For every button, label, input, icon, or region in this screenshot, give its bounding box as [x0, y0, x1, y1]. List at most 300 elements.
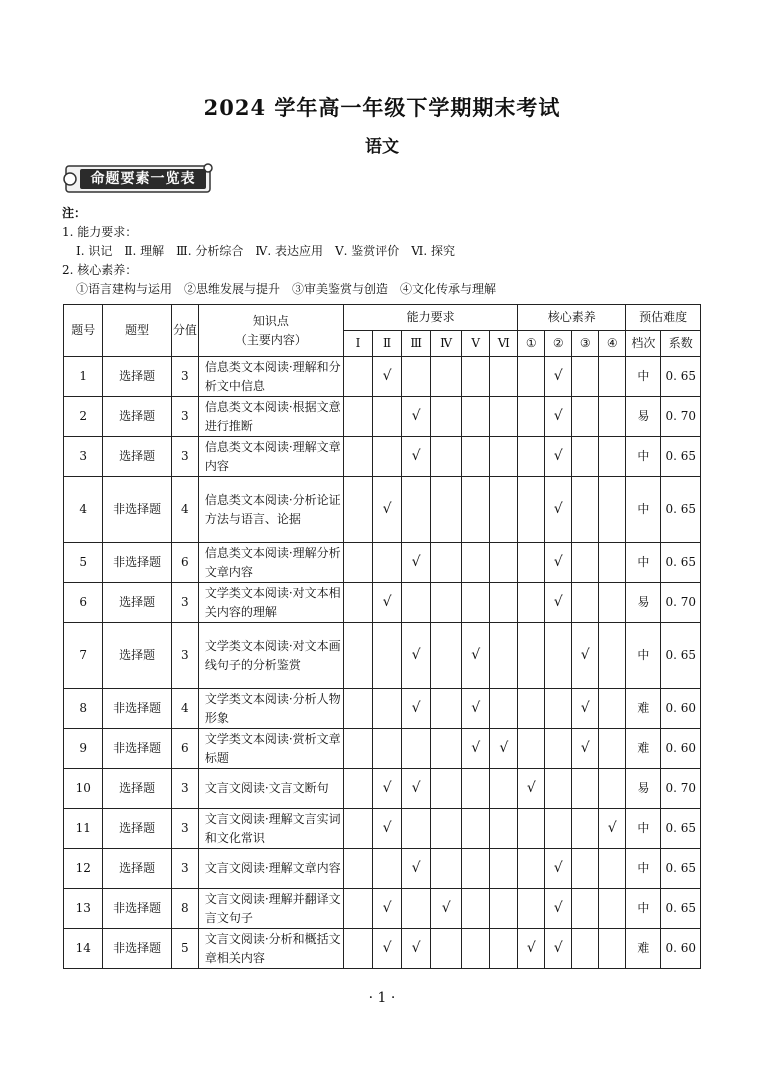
cell-literacy-1 [518, 437, 545, 477]
ability-items: Ⅰ. 识记 Ⅱ. 理解 Ⅲ. 分析综合 Ⅳ. 表达应用 Ⅴ. 鉴赏评价 Ⅵ. 探究 [76, 244, 455, 258]
cell-ability-4 [431, 583, 462, 623]
cell-level: 中 [626, 437, 661, 477]
cell-score: 3 [171, 583, 198, 623]
table-row [64, 437, 701, 477]
header-num: 题号 [64, 305, 103, 357]
cell-literacy-1 [518, 543, 545, 583]
header-ability-col: Ⅵ [490, 331, 518, 357]
literacy-heading: 2. 核心素养： [62, 263, 138, 277]
cell-ability-2 [373, 769, 402, 809]
cell-literacy-4 [599, 809, 626, 849]
cell-literacy-1 [518, 689, 545, 729]
cell-type: 选择题 [103, 437, 171, 477]
cell-ability-3 [402, 849, 431, 889]
cell-ability-1 [344, 929, 373, 969]
cell-num: 13 [64, 889, 103, 929]
cell-num: 10 [64, 769, 103, 809]
header-ability-col: Ⅳ [431, 331, 462, 357]
cell-ability-6 [490, 849, 518, 889]
cell-ability-3 [402, 397, 431, 437]
cell-literacy-4 [599, 583, 626, 623]
check-mark-icon: √ [553, 554, 563, 570]
check-mark-icon: √ [580, 740, 590, 756]
table-row [64, 929, 701, 969]
cell-ability-2 [373, 929, 402, 969]
check-mark-icon: √ [499, 740, 509, 756]
section-banner [62, 162, 214, 196]
cell-type: 选择题 [103, 769, 171, 809]
table-row [64, 809, 701, 849]
header-literacy-col: ① [518, 331, 545, 357]
cell-ability-1 [344, 357, 373, 397]
cell-level: 易 [626, 769, 661, 809]
cell-ability-4 [431, 397, 462, 437]
cell-level: 难 [626, 689, 661, 729]
cell-ability-1 [344, 889, 373, 929]
cell-type: 选择题 [103, 583, 171, 623]
cell-literacy-3 [572, 929, 599, 969]
check-mark-icon: √ [526, 940, 536, 956]
cell-type: 选择题 [103, 397, 171, 437]
notes-section [62, 204, 712, 299]
check-mark-icon: √ [411, 940, 421, 956]
cell-literacy-3 [572, 849, 599, 889]
cell-literacy-2 [545, 583, 572, 623]
cell-num: 9 [64, 729, 103, 769]
cell-num: 7 [64, 623, 103, 689]
cell-ability-6 [490, 357, 518, 397]
cell-literacy-2 [545, 769, 572, 809]
cell-coef: 0. 70 [661, 397, 701, 437]
cell-ability-5 [462, 769, 490, 809]
cell-literacy-2 [545, 849, 572, 889]
header-topic-line1: 知识点 [252, 313, 289, 328]
cell-literacy-4 [599, 397, 626, 437]
subject-title: 语文 [365, 137, 399, 157]
cell-ability-6 [490, 929, 518, 969]
cell-literacy-4 [599, 769, 626, 809]
cell-topic: 文言文阅读·文言文断句 [198, 769, 343, 809]
check-mark-icon: √ [526, 780, 536, 796]
cell-literacy-4 [599, 729, 626, 769]
cell-literacy-3 [572, 689, 599, 729]
cell-literacy-1 [518, 889, 545, 929]
cell-ability-1 [344, 543, 373, 583]
cell-num: 2 [64, 397, 103, 437]
cell-ability-3 [402, 437, 431, 477]
cell-num: 4 [64, 477, 103, 543]
cell-coef: 0. 70 [661, 583, 701, 623]
cell-literacy-3 [572, 769, 599, 809]
cell-ability-6 [490, 397, 518, 437]
table-row [64, 729, 701, 769]
cell-ability-2 [373, 437, 402, 477]
cell-literacy-1 [518, 477, 545, 543]
cell-type: 选择题 [103, 623, 171, 689]
check-mark-icon: √ [580, 700, 590, 716]
cell-ability-6 [490, 689, 518, 729]
cell-literacy-2 [545, 397, 572, 437]
cell-ability-1 [344, 849, 373, 889]
cell-literacy-3 [572, 397, 599, 437]
header-ability-col: Ⅰ [344, 331, 373, 357]
cell-ability-3 [402, 809, 431, 849]
cell-num: 12 [64, 849, 103, 889]
cell-coef: 0. 65 [661, 437, 701, 477]
cell-type: 选择题 [103, 849, 171, 889]
cell-level: 中 [626, 849, 661, 889]
cell-literacy-3 [572, 357, 599, 397]
check-mark-icon: √ [382, 594, 392, 610]
cell-ability-3 [402, 929, 431, 969]
cell-ability-4 [431, 477, 462, 543]
table-row [64, 769, 701, 809]
cell-ability-4 [431, 889, 462, 929]
cell-coef: 0. 65 [661, 357, 701, 397]
cell-ability-2 [373, 809, 402, 849]
check-mark-icon: √ [553, 501, 563, 517]
cell-ability-6 [490, 809, 518, 849]
header-ability-col: Ⅴ [462, 331, 490, 357]
cell-ability-4 [431, 689, 462, 729]
cell-literacy-2 [545, 809, 572, 849]
cell-score: 3 [171, 849, 198, 889]
cell-ability-4 [431, 543, 462, 583]
cell-ability-6 [490, 889, 518, 929]
table-row [64, 689, 701, 729]
cell-score: 4 [171, 477, 198, 543]
table-row [64, 889, 701, 929]
header-topic [198, 305, 343, 357]
cell-level: 易 [626, 583, 661, 623]
cell-ability-5 [462, 889, 490, 929]
cell-coef: 0. 65 [661, 849, 701, 889]
check-mark-icon: √ [553, 860, 563, 876]
cell-ability-5 [462, 543, 490, 583]
cell-topic: 信息类文本阅读·理解文章内容 [198, 437, 343, 477]
cell-ability-5 [462, 929, 490, 969]
cell-literacy-2 [545, 357, 572, 397]
cell-topic: 文言文阅读·分析和概括文章相关内容 [198, 929, 343, 969]
cell-ability-6 [490, 543, 518, 583]
cell-num: 1 [64, 357, 103, 397]
check-mark-icon: √ [553, 900, 563, 916]
cell-ability-1 [344, 689, 373, 729]
header-ability: 能力要求 [344, 305, 518, 331]
cell-ability-5 [462, 689, 490, 729]
check-mark-icon: √ [411, 780, 421, 796]
cell-literacy-2 [545, 437, 572, 477]
cell-ability-6 [490, 623, 518, 689]
check-mark-icon: √ [553, 594, 563, 610]
header-literacy-col: ② [545, 331, 572, 357]
cell-ability-5 [462, 729, 490, 769]
cell-literacy-3 [572, 729, 599, 769]
header-topic-line2: （主要内容） [234, 332, 307, 347]
cell-ability-6 [490, 583, 518, 623]
cell-score: 3 [171, 769, 198, 809]
table-row [64, 397, 701, 437]
cell-ability-4 [431, 769, 462, 809]
cell-score: 3 [171, 357, 198, 397]
cell-ability-3 [402, 689, 431, 729]
cell-num: 6 [64, 583, 103, 623]
table-row [64, 623, 701, 689]
header-ability-col: Ⅲ [402, 331, 431, 357]
cell-ability-4 [431, 357, 462, 397]
cell-literacy-1 [518, 357, 545, 397]
cell-ability-3 [402, 543, 431, 583]
cell-coef: 0. 70 [661, 769, 701, 809]
cell-topic: 文言文阅读·理解文言实词和文化常识 [198, 809, 343, 849]
cell-literacy-1 [518, 929, 545, 969]
cell-literacy-3 [572, 437, 599, 477]
cell-ability-5 [462, 437, 490, 477]
cell-ability-2 [373, 623, 402, 689]
cell-score: 5 [171, 929, 198, 969]
cell-topic: 信息类文本阅读·理解和分析文中信息 [198, 357, 343, 397]
cell-score: 3 [171, 623, 198, 689]
cell-level: 中 [626, 477, 661, 543]
check-mark-icon: √ [553, 940, 563, 956]
cell-literacy-4 [599, 623, 626, 689]
header-type: 题型 [103, 305, 171, 357]
cell-type: 选择题 [103, 357, 171, 397]
cell-ability-5 [462, 849, 490, 889]
cell-type: 非选择题 [103, 477, 171, 543]
cell-ability-4 [431, 623, 462, 689]
cell-ability-1 [344, 623, 373, 689]
cell-literacy-4 [599, 357, 626, 397]
cell-ability-4 [431, 437, 462, 477]
cell-ability-2 [373, 477, 402, 543]
cell-literacy-2 [545, 623, 572, 689]
check-mark-icon: √ [553, 448, 563, 464]
cell-ability-2 [373, 357, 402, 397]
cell-ability-4 [431, 849, 462, 889]
cell-ability-1 [344, 729, 373, 769]
cell-literacy-2 [545, 929, 572, 969]
cell-literacy-4 [599, 437, 626, 477]
cell-type: 非选择题 [103, 729, 171, 769]
header-difficulty: 预估难度 [626, 305, 701, 331]
cell-level: 中 [626, 623, 661, 689]
cell-score: 4 [171, 689, 198, 729]
cell-level: 中 [626, 809, 661, 849]
cell-coef: 0. 65 [661, 477, 701, 543]
check-mark-icon: √ [382, 820, 392, 836]
cell-ability-2 [373, 583, 402, 623]
cell-ability-6 [490, 729, 518, 769]
cell-level: 难 [626, 929, 661, 969]
notes-label: 注： [62, 206, 87, 220]
table-row [64, 477, 701, 543]
banner-label: 命题要素一览表 [80, 169, 206, 189]
cell-ability-2 [373, 689, 402, 729]
cell-ability-4 [431, 729, 462, 769]
cell-ability-3 [402, 889, 431, 929]
cell-ability-1 [344, 583, 373, 623]
cell-coef: 0. 65 [661, 809, 701, 849]
cell-coef: 0. 60 [661, 689, 701, 729]
cell-topic: 文学类文本阅读·对文本相关内容的理解 [198, 583, 343, 623]
check-mark-icon: √ [411, 554, 421, 570]
cell-topic: 信息类文本阅读·根据文意进行推断 [198, 397, 343, 437]
cell-literacy-4 [599, 929, 626, 969]
cell-score: 3 [171, 397, 198, 437]
check-mark-icon: √ [553, 408, 563, 424]
cell-type: 非选择题 [103, 543, 171, 583]
cell-score: 3 [171, 437, 198, 477]
ability-heading: 1. 能力要求： [62, 225, 138, 239]
cell-ability-4 [431, 809, 462, 849]
cell-num: 8 [64, 689, 103, 729]
cell-coef: 0. 65 [661, 889, 701, 929]
cell-ability-1 [344, 809, 373, 849]
cell-type: 非选择题 [103, 929, 171, 969]
cell-topic: 信息类文本阅读·分析论证方法与语言、论据 [198, 477, 343, 543]
header-score: 分值 [171, 305, 198, 357]
cell-literacy-2 [545, 889, 572, 929]
cell-ability-3 [402, 623, 431, 689]
check-mark-icon: √ [553, 368, 563, 384]
table-row [64, 583, 701, 623]
check-mark-icon: √ [607, 820, 617, 836]
cell-ability-3 [402, 729, 431, 769]
table-header [64, 305, 701, 357]
cell-literacy-3 [572, 583, 599, 623]
cell-type: 非选择题 [103, 889, 171, 929]
cell-literacy-2 [545, 477, 572, 543]
cell-literacy-2 [545, 689, 572, 729]
cell-literacy-1 [518, 729, 545, 769]
cell-ability-3 [402, 769, 431, 809]
cell-literacy-4 [599, 889, 626, 929]
cell-coef: 0. 65 [661, 543, 701, 583]
check-mark-icon: √ [382, 368, 392, 384]
cell-topic: 文学类文本阅读·对文本画线句子的分析鉴赏 [198, 623, 343, 689]
check-mark-icon: √ [441, 900, 451, 916]
cell-literacy-4 [599, 543, 626, 583]
page-number: · 1 · [368, 990, 396, 1006]
cell-ability-5 [462, 809, 490, 849]
table-row [64, 543, 701, 583]
literacy-items: ①语言建构与运用 ②思维发展与提升 ③审美鉴赏与创造 ④文化传承与理解 [76, 282, 497, 296]
cell-ability-3 [402, 357, 431, 397]
check-mark-icon: √ [471, 647, 481, 663]
check-mark-icon: √ [471, 700, 481, 716]
cell-ability-5 [462, 397, 490, 437]
check-mark-icon: √ [382, 940, 392, 956]
cell-type: 非选择题 [103, 689, 171, 729]
cell-score: 6 [171, 543, 198, 583]
header-literacy-col: ④ [599, 331, 626, 357]
check-mark-icon: √ [411, 408, 421, 424]
cell-literacy-1 [518, 809, 545, 849]
cell-topic: 文言文阅读·理解文章内容 [198, 849, 343, 889]
cell-ability-1 [344, 769, 373, 809]
cell-literacy-3 [572, 809, 599, 849]
header-ability-col: Ⅱ [373, 331, 402, 357]
table-body [64, 357, 701, 969]
cell-ability-5 [462, 583, 490, 623]
cell-score: 8 [171, 889, 198, 929]
cell-coef: 0. 65 [661, 623, 701, 689]
header-literacy: 核心素养 [518, 305, 626, 331]
check-mark-icon: √ [471, 740, 481, 756]
cell-level: 中 [626, 889, 661, 929]
cell-literacy-1 [518, 397, 545, 437]
header-literacy-col: ③ [572, 331, 599, 357]
check-mark-icon: √ [411, 860, 421, 876]
cell-literacy-1 [518, 769, 545, 809]
cell-ability-2 [373, 889, 402, 929]
cell-coef: 0. 60 [661, 729, 701, 769]
cell-coef: 0. 60 [661, 929, 701, 969]
cell-ability-1 [344, 477, 373, 543]
cell-topic: 文言文阅读·理解并翻译文言文句子 [198, 889, 343, 929]
exam-spec-table [63, 304, 701, 969]
exam-title: 2024 学年高一年级下学期期末考试 [203, 95, 561, 120]
cell-ability-5 [462, 477, 490, 543]
cell-literacy-4 [599, 689, 626, 729]
header-coef: 系数 [661, 331, 701, 357]
cell-type: 选择题 [103, 809, 171, 849]
cell-ability-5 [462, 623, 490, 689]
table-row [64, 849, 701, 889]
cell-level: 易 [626, 397, 661, 437]
cell-ability-2 [373, 397, 402, 437]
cell-level: 难 [626, 729, 661, 769]
cell-ability-5 [462, 357, 490, 397]
cell-literacy-3 [572, 623, 599, 689]
cell-ability-6 [490, 769, 518, 809]
cell-ability-1 [344, 397, 373, 437]
cell-literacy-4 [599, 849, 626, 889]
cell-ability-2 [373, 729, 402, 769]
check-mark-icon: √ [580, 647, 590, 663]
cell-score: 6 [171, 729, 198, 769]
cell-level: 中 [626, 543, 661, 583]
check-mark-icon: √ [411, 647, 421, 663]
cell-ability-3 [402, 583, 431, 623]
cell-num: 5 [64, 543, 103, 583]
cell-literacy-1 [518, 583, 545, 623]
cell-topic: 信息类文本阅读·理解分析文章内容 [198, 543, 343, 583]
header-level: 档次 [626, 331, 661, 357]
cell-literacy-2 [545, 543, 572, 583]
cell-num: 14 [64, 929, 103, 969]
cell-literacy-1 [518, 849, 545, 889]
cell-topic: 文学类文本阅读·分析人物形象 [198, 689, 343, 729]
cell-ability-3 [402, 477, 431, 543]
cell-ability-2 [373, 543, 402, 583]
cell-level: 中 [626, 357, 661, 397]
table-row [64, 357, 701, 397]
cell-literacy-3 [572, 477, 599, 543]
check-mark-icon: √ [382, 900, 392, 916]
cell-literacy-4 [599, 477, 626, 543]
check-mark-icon: √ [411, 448, 421, 464]
cell-ability-1 [344, 437, 373, 477]
check-mark-icon: √ [411, 700, 421, 716]
cell-literacy-2 [545, 729, 572, 769]
cell-topic: 文学类文本阅读·赏析文章标题 [198, 729, 343, 769]
cell-literacy-1 [518, 623, 545, 689]
cell-literacy-3 [572, 889, 599, 929]
check-mark-icon: √ [382, 501, 392, 517]
cell-ability-6 [490, 477, 518, 543]
